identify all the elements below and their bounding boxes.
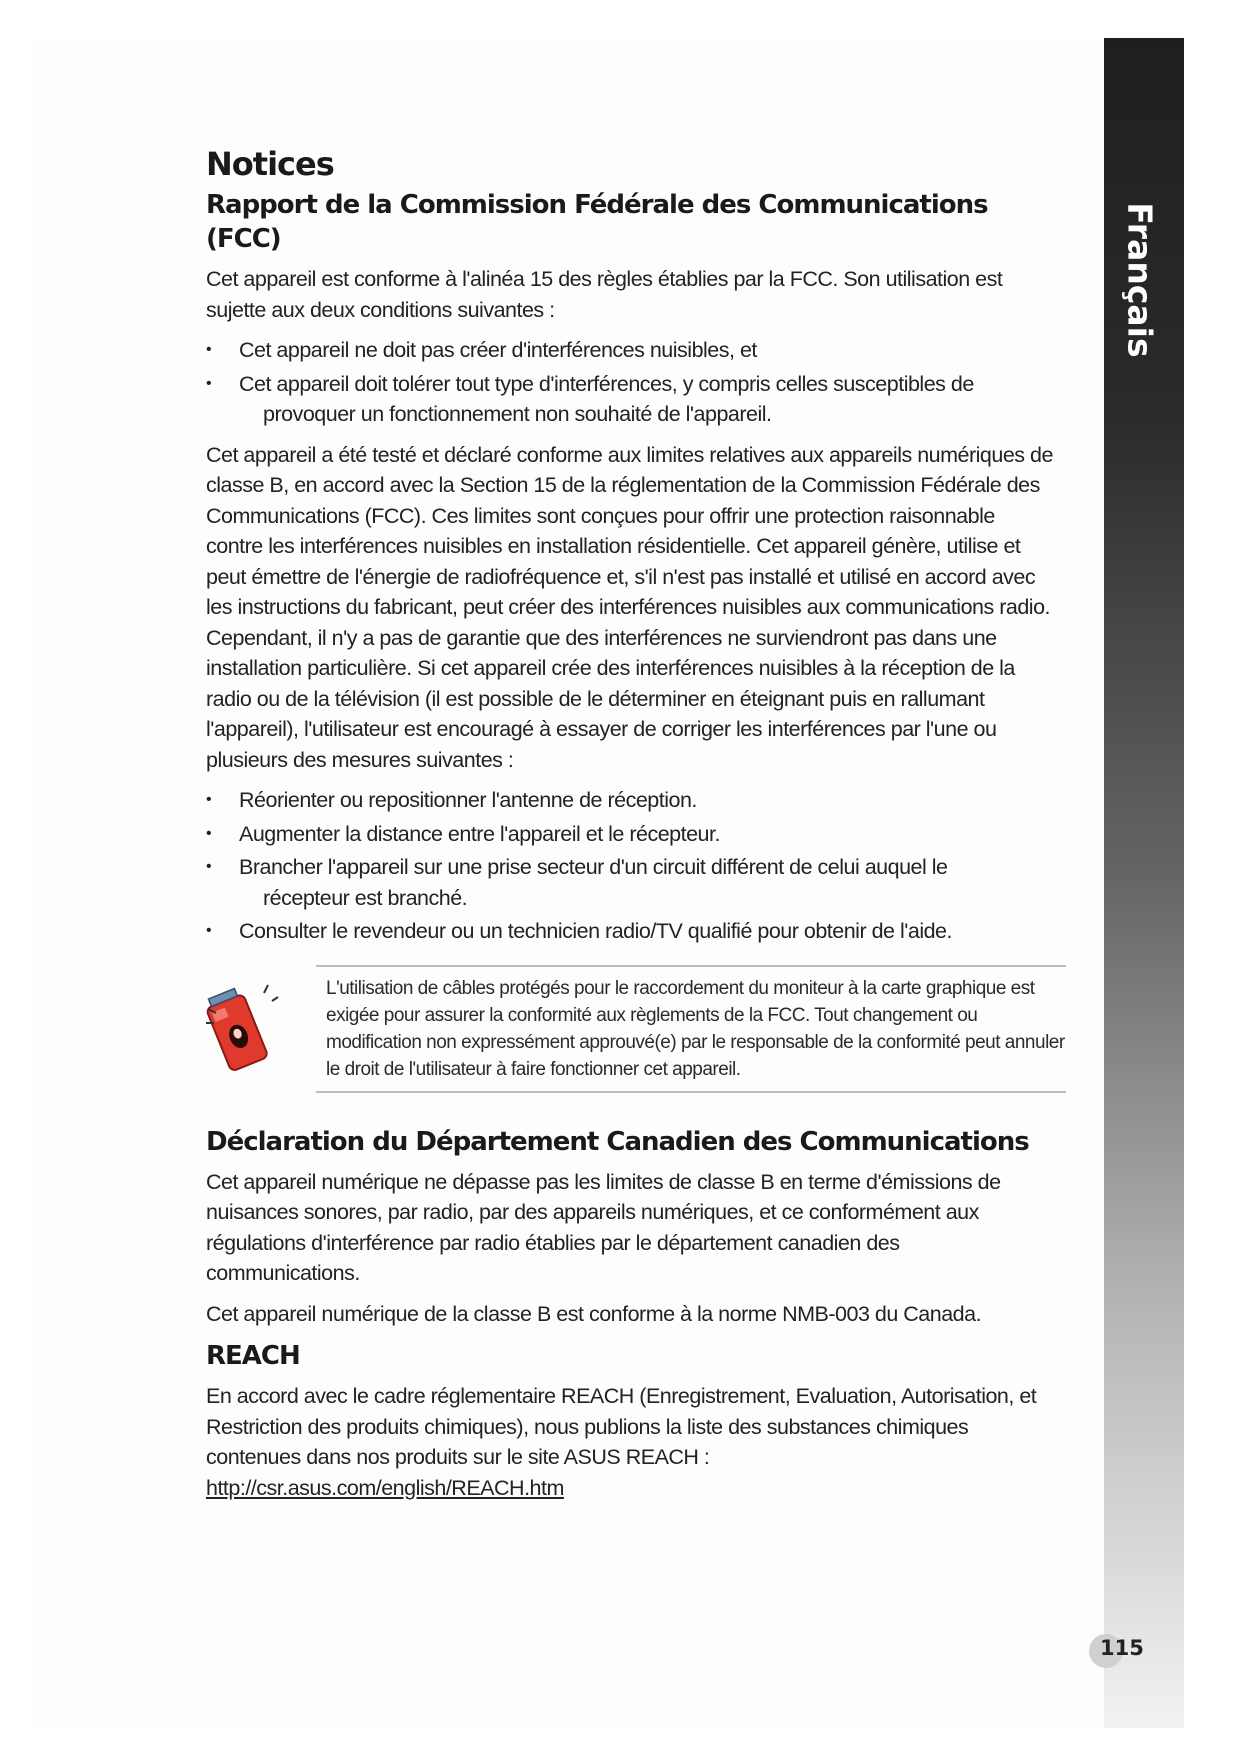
list-item-continuation: récepteur est branché. (263, 885, 468, 910)
list-item (206, 852, 1056, 913)
bullet-icon: • (206, 824, 212, 842)
reach-text: En accord avec le cadre réglementaire REACH (Enregistrement, Evaluation, Autorisation, et Restriction des produits chimiques), nous publions la liste des substances chimiques contenues dans nos produits sur le site ASUS REACH : (206, 1384, 1037, 1469)
bullet-icon: • (206, 922, 212, 939)
bullet-icon: • (206, 341, 212, 358)
canada-paragraph-1: Cet appareil numérique ne dépasse pas les limites de classe B en terme d'émissions de nuisances sonores, par radio, par des appareils numériques, et ce conformément aux régulations d'interférence par radio établies par le département canadien des communications. (206, 1169, 1001, 1285)
fcc-note-text: L'utilisation de câbles protégés pour le raccordement du moniteur à la carte graphique est exigée pour assurer la conformité aux règlements de la FCC. Tout changement ou modification non expressément approuvé(e) par le responsable de la conformité peut annuler le droit de l'utilisateur à faire fonctionner cet appareil. (316, 965, 1066, 1093)
list-item-text: Cet appareil ne doit pas créer d'interférences nuisibles, et (239, 338, 757, 362)
fcc-intro: Cet appareil est conforme à l'alinéa 15 des règles établies par la FCC. Son utilisation est sujette aux deux conditions suivantes : (206, 267, 1003, 322)
list-item-text: Augmenter la distance entre l'appareil et le récepteur. (239, 821, 720, 846)
fcc-note-box (206, 965, 1065, 1091)
list-item (206, 819, 1056, 850)
page-number: 115 (1100, 1636, 1144, 1660)
bullet-icon: • (206, 374, 212, 392)
reach-paragraph (206, 1381, 1056, 1503)
list-item-text: Réorienter ou repositionner l'antenne de réception. (239, 788, 697, 812)
bullet-icon: • (206, 858, 212, 875)
list-item (206, 369, 1056, 430)
reach-link[interactable]: http://csr.asus.com/english/REACH.htm (206, 1475, 564, 1500)
fcc-conditions-list (206, 335, 1056, 430)
main-content (206, 144, 1065, 1513)
notices-title: Notices (206, 145, 334, 183)
list-item (206, 335, 1056, 366)
fcc-measures-list (206, 785, 1056, 947)
warning-card-icon (202, 979, 282, 1079)
list-item-text: Cet appareil doit tolérer tout type d'interférences, y compris celles susceptibles de (239, 371, 974, 396)
fcc-body: Cet appareil a été testé et déclaré conforme aux limites relatives aux appareils numériques de classe B, en accord avec la Section 15 de la réglementation de la Commission Fédérale des Communications (FCC). Ces limites sont conçues pour offrir une protection raisonnable contre les interférences nuisibles en installation résidentielle. Cet appareil génère, utilise et peut émettre de l'énergie de radiofréquence et, s'il n'est pas installé et utilisé en accord avec les instructions du fabricant, peut créer des interférences nuisibles aux communications radio. Cependant, il n'y a pas de garantie que des interférences ne surviendront pas dans une installation particulière. Si cet appareil crée des interférences nuisibles à la réception de la radio ou de la télévision (il est possible de le déterminer en éteignant puis en rallumant l'appareil), l'utilisateur est encouragé à essayer de corriger les interférences par l'une ou plusieurs des mesures suivantes : (206, 442, 1053, 772)
list-item-text: Consulter le revendeur ou un technicien radio/TV qualifié pour obtenir de l'aide. (239, 919, 952, 943)
reach-section-title: REACH (206, 1341, 300, 1371)
list-item (206, 916, 1056, 947)
canada-paragraph-2: Cet appareil numérique de la classe B est conforme à la norme NMB-003 du Canada. (206, 1301, 982, 1326)
bullet-icon: • (206, 791, 212, 808)
language-tab-label: Français (1120, 202, 1160, 358)
list-item (206, 785, 1056, 816)
list-item-text: Brancher l'appareil sur une prise secteur d'un circuit différent de celui auquel le (239, 855, 948, 879)
canada-section-title: Déclaration du Département Canadien des Communications (206, 1126, 1029, 1157)
list-item-continuation: provoquer un fonctionnement non souhaité de l'appareil. (263, 402, 772, 426)
fcc-section-title: Rapport de la Commission Fédérale des Communications (FCC) (206, 190, 988, 254)
